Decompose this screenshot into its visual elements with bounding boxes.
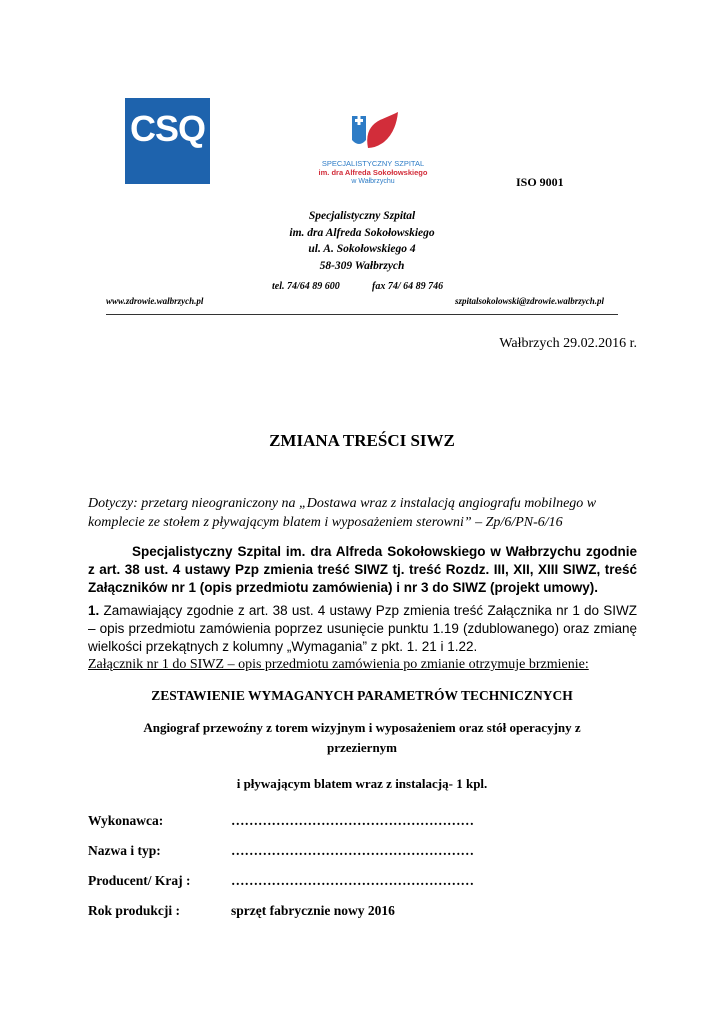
device-description-line1: Angiograf przewoźny z torem wizyjnym i wyposażeniem oraz stół operacyjny z [143, 720, 581, 735]
header-divider [106, 314, 618, 315]
field-label-contractor: Wykonawca: [88, 813, 164, 828]
address-line3: ul. A. Sokołowskiego 4 [308, 243, 416, 255]
address-line1: Specjalistyczny Szpital [308, 210, 416, 222]
hospital-logo-line2: im. dra Alfreda Sokołowskiego [318, 168, 428, 177]
intro-text: Specjalistyczny Szpital im. dra Alfreda Sokołowskiego w Wałbrzychu zgodnie z art. 38 ust. 4 ustawy Pzp zmienia treść SIWZ tj. treść Rozdz. III, XII, XIII SIWZ, treść Załączników nr 1 (opis przedmiotu zamówienia) i nr 3 do SIWZ (projekt umowy). [88, 544, 637, 595]
subject-paragraph: Dotyczy: przetarg nieograniczony na „Dostawa wraz z instalacją angiografu mobilnego w komplecie ze stołem z pływającym blatem i wyposażeniem sterowni” – Zp/6/PN-6/16 [88, 496, 597, 530]
document-title: ZMIANA TREŚCI SIWZ [269, 431, 455, 450]
field-value-contractor: ……………………………………………… [231, 813, 474, 828]
phone-number: tel. 74/64 89 600 [272, 281, 340, 292]
hospital-emblem-icon [346, 110, 400, 156]
hospital-logo [308, 110, 438, 190]
document-date: Wałbrzych 29.02.2016 r. [499, 336, 637, 351]
device-description-line2: przeziernym [326, 740, 398, 755]
intro-paragraph [88, 543, 637, 597]
field-label-producer-country: Producent/ Kraj : [88, 873, 191, 888]
fax-number: fax 74/ 64 89 746 [372, 281, 444, 292]
point-1-paragraph [88, 602, 637, 656]
field-label-name-type: Nazwa i typ: [88, 843, 161, 858]
field-value-name-type: ……………………………………………… [231, 843, 474, 858]
point-1-text: Zamawiający zgodnie z art. 38 ust. 4 ustawy Pzp zmienia treść Załącznika nr 1 do SIWZ – opis przedmiotu zamówienia poprzez usunięcie punktu 1.19 (zdublowanego) oraz zmianę wielkości przekątnych z kolumny „Wymagania” z pkt. 1. 21 i 1.22. [88, 603, 637, 654]
annex-heading: Załącznik nr 1 do SIWZ – opis przedmiotu zamówienia po zmianie otrzymuje brzmienie: [88, 657, 589, 672]
field-value-producer-country: ……………………………………………… [231, 873, 474, 888]
hospital-logo-line3: w Wałbrzychu [351, 178, 395, 185]
point-1-number: 1. [88, 603, 100, 618]
csq-logo [125, 98, 210, 184]
parameters-heading: ZESTAWIENIE WYMAGANYCH PARAMETRÓW TECHNICZNYCH [151, 688, 573, 703]
hospital-logo-line1: SPECJALISTYCZNY SZPITAL [321, 159, 425, 168]
address-line4: 58-309 Wałbrzych [319, 260, 405, 272]
email-link[interactable]: szpitalsokolowski@zdrowie.walbrzych.pl [455, 296, 605, 306]
address-line2: im. dra Alfreda Sokołowskiego [289, 227, 435, 239]
field-label-production-year: Rok produkcji : [88, 903, 181, 918]
website-link[interactable]: www.zdrowie.walbrzych.pl [106, 296, 204, 306]
iso-label: ISO 9001 [516, 175, 564, 189]
device-description-line3: i pływającym blatem wraz z instalacją- 1 kpl. [236, 776, 488, 791]
csq-logo-text: CSQ [129, 108, 205, 149]
field-value-production-year: sprzęt fabrycznie nowy 2016 [231, 903, 395, 918]
